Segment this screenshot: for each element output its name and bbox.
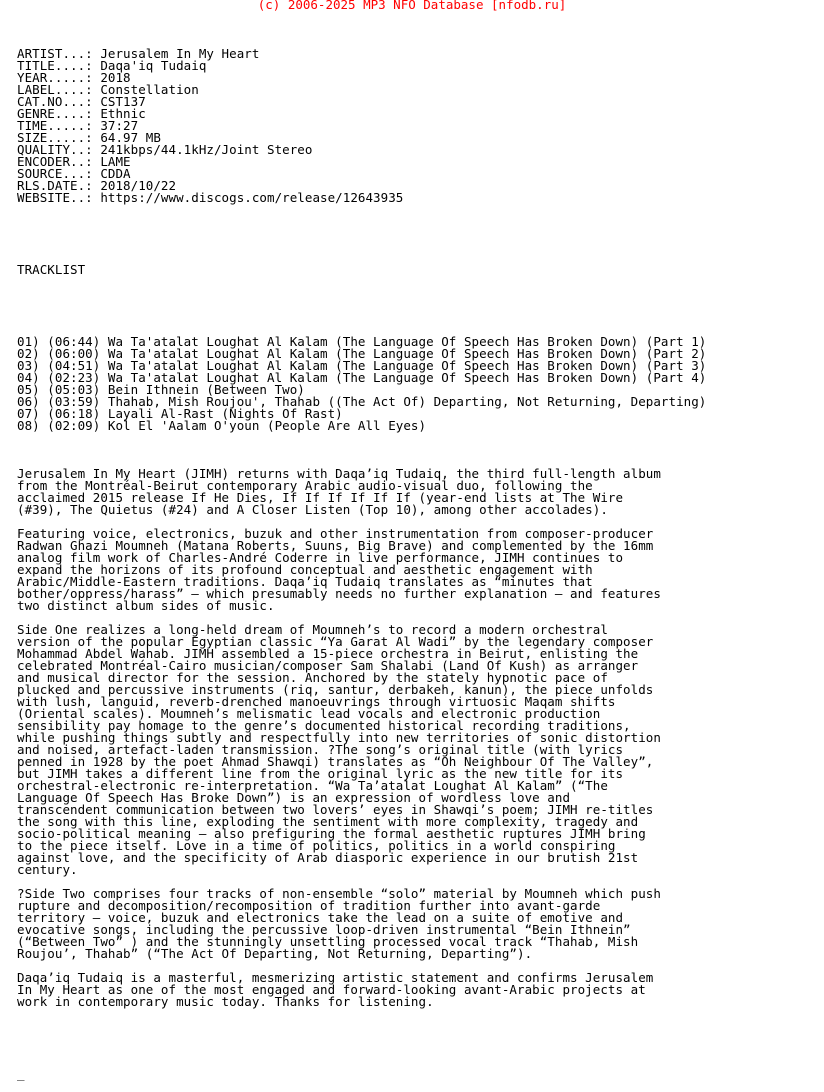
- info-line: SOURCE...: CDDA: [17, 166, 131, 181]
- tracklist-heading: TRACKLIST: [17, 262, 86, 277]
- paragraph-line: (“Between Two” ) and the stunningly unsettling processed vocal track “Thahab, Mish: [17, 934, 639, 949]
- track-item: 04) (02:23) Wa Ta'atalat Loughat Al Kalam (The Language Of Speech Has Broken Down) (Part 4): [17, 370, 707, 385]
- paragraph-line: orchestral-electronic re-interpretation. “Wa Ta’atalat Loughat Al Kalam” (“The: [17, 778, 608, 793]
- paragraph-line: but JIMH takes a different line from the original lyric as the new title for its: [17, 766, 624, 781]
- info-line: TIME.....: 37:27: [17, 118, 139, 133]
- paragraph-line: analog film work of Charles-André Coderre in live performance, JIMH continues to: [17, 550, 624, 565]
- paragraph-line: work in contemporary music today. Thanks for listening.: [17, 994, 434, 1009]
- paragraph-line: evocative songs, including the percussive loop-driven instrumental “Bein Ithnein”: [17, 922, 631, 937]
- paragraph-line: Arabic/Middle-Eastern traditions. Daqa’iq Tudaiq translates as “minutes that: [17, 574, 593, 589]
- paragraph-line: celebrated Montréal-Cairo musician/composer Sam Shalabi (Land Of Kush) as arranger: [17, 658, 639, 673]
- info-line: WEBSITE..: https://www.discogs.com/release/12643935: [17, 190, 404, 205]
- track-item: 05) (05:03) Bein Ithnein (Between Two): [17, 382, 305, 397]
- description: [17, 456, 706, 1008]
- paragraph-line: (Oriental scales). Moumneh’s melismatic lead vocals and electronic production: [17, 706, 601, 721]
- track-item: 01) (06:44) Wa Ta'atalat Loughat Al Kalam (The Language Of Speech Has Broken Down) (Part 1): [17, 334, 707, 349]
- track-item: 06) (03:59) Thahab, Mish Roujou', Thahab ((The Act Of) Departing, Not Returning, Departing): [17, 394, 707, 409]
- paragraph-line: rupture and decomposition/recomposition of tradition further into avant-garde: [17, 898, 601, 913]
- tracklist: [17, 336, 706, 432]
- paragraph-line: version of the popular Egyptian classic “Ya Garat Al Wadi” by the legendary composer: [17, 634, 654, 649]
- info-line: LABEL....: Constellation: [17, 82, 199, 97]
- paragraph-line: two distinct album sides of music.: [17, 598, 275, 613]
- info-line: ARTIST...: Jerusalem In My Heart: [17, 46, 260, 61]
- site-header: (c) 2006-2025 MP3 NFO Database [nfodb.ru]: [257, 0, 567, 12]
- paragraph-line: Roujou’, Thahab” (“The Act Of Departing, Not Returning, Departing”).: [17, 946, 533, 961]
- paragraph-line: with lush, languid, reverb-drenched manoeuvrings through virtuosic Maqam shifts: [17, 694, 616, 709]
- paragraph-line: plucked and percussive instruments (riq, santur, derbakeh, kanun), the piece unfolds: [17, 682, 654, 697]
- paragraph-line: Radwan Ghazi Moumneh (Matana Roberts, Suuns, Big Brave) and complemented by the 16mm: [17, 538, 654, 553]
- paragraph-line: Language Of Speech Has Broke Down”) is an expression of wordless love and: [17, 790, 571, 805]
- paragraph-line: to the piece itself. Love in a time of politics, politics in a world conspiring: [17, 838, 616, 853]
- paragraph-line: expand the horizons of its profound conceptual and aesthetic engagement with: [17, 562, 593, 577]
- track-item: 08) (02:09) Kol El 'Aalam O'youn (People Are All Eyes): [17, 418, 427, 433]
- info-block: [17, 48, 706, 204]
- paragraph-line: century.: [17, 862, 78, 877]
- track-item: 03) (04:51) Wa Ta'atalat Loughat Al Kalam (The Language Of Speech Has Broken Down) (Part 3): [17, 358, 707, 373]
- paragraph-line: the song with this line, exploding the sentiment with more complexity, tragedy and: [17, 814, 639, 829]
- info-line: SIZE.....: 64.97 MB: [17, 130, 161, 145]
- info-line: TITLE....: Daqa'iq Tudaiq: [17, 58, 207, 73]
- paragraph-line: bother/oppress/harass” — which presumably needs no further explanation — and features: [17, 586, 661, 601]
- paragraph: [17, 624, 706, 876]
- paragraph: [17, 528, 706, 612]
- paragraph: [17, 972, 706, 1008]
- paragraph-line: and musical director for the session. Anchored by the stately hypnotic pace of: [17, 670, 608, 685]
- info-line: RLS.DATE.: 2018/10/22: [17, 178, 177, 193]
- paragraph-line: ?Side Two comprises four tracks of non-ensemble “solo” material by Moumneh which push: [17, 886, 661, 901]
- info-line: ENCODER..: LAME: [17, 154, 131, 169]
- paragraph-line: while pushing things subtly and respectfully into new territories of sonic distortion: [17, 730, 661, 745]
- paragraph-line: acclaimed 2015 release If He Dies, If If If If If If (year-end lists at The Wire: [17, 490, 624, 505]
- paragraph-line: socio-political meaning — also prefiguring the formal aesthetic ruptures JIMH bring: [17, 826, 646, 841]
- paragraph-line: penned in 1928 by the poet Ahmad Shawqi) translates as “Oh Neighbour Of The Valley”,: [17, 754, 654, 769]
- paragraph: [17, 888, 706, 960]
- cursor: _: [17, 1066, 25, 1081]
- paragraph: [17, 468, 706, 516]
- info-line: GENRE....: Ethnic: [17, 106, 146, 121]
- paragraph-line: In My Heart as one of the most engaged and forward-looking avant-Arabic projects at: [17, 982, 646, 997]
- paragraph-line: Jerusalem In My Heart (JIMH) returns with Daqa’iq Tudaiq, the third full-length album: [17, 466, 661, 481]
- track-item: 02) (06:00) Wa Ta'atalat Loughat Al Kalam (The Language Of Speech Has Broken Down) (Part 2): [17, 346, 707, 361]
- paragraph-line: Side One realizes a long-held dream of Moumneh’s to record a modern orchestral: [17, 622, 608, 637]
- track-item: 07) (06:18) Layali Al-Rast (Nights Of Rast): [17, 406, 343, 421]
- info-line: YEAR.....: 2018: [17, 70, 131, 85]
- paragraph-line: sensibility pay homage to the genre’s documented historical recording traditions,: [17, 718, 631, 733]
- paragraph-line: (#39), The Quietus (#24) and A Closer Listen (Top 10), among other accolades).: [17, 502, 608, 517]
- info-line: QUALITY..: 241kbps/44.1kHz/Joint Stereo: [17, 142, 313, 157]
- nfo-text: [17, 24, 706, 1092]
- paragraph-line: transcendent communication between two lovers’ eyes in Shawqi’s poem; JIMH re-titles: [17, 802, 654, 817]
- paragraph-line: from the Montréal-Beirut contemporary Arabic audio-visual duo, following the: [17, 478, 593, 493]
- paragraph-line: Mohammad Abdel Wahab. JIMH assembled a 15-piece orchestra in Beirut, enlisting the: [17, 646, 639, 661]
- paragraph-line: territory — voice, buzuk and electronics take the lead on a suite of emotive and: [17, 910, 624, 925]
- info-line: CAT.NO...: CST137: [17, 94, 146, 109]
- paragraph-line: Featuring voice, electronics, buzuk and other instrumentation from composer-producer: [17, 526, 654, 541]
- paragraph-line: Daqa’iq Tudaiq is a masterful, mesmerizing artistic statement and confirms Jerusalem: [17, 970, 654, 985]
- paragraph-line: against love, and the specificity of Arab diasporic experience in our brutish 21st: [17, 850, 639, 865]
- paragraph-line: and noised, artefact-laden transmission. ?The song’s original title (with lyrics: [17, 742, 624, 757]
